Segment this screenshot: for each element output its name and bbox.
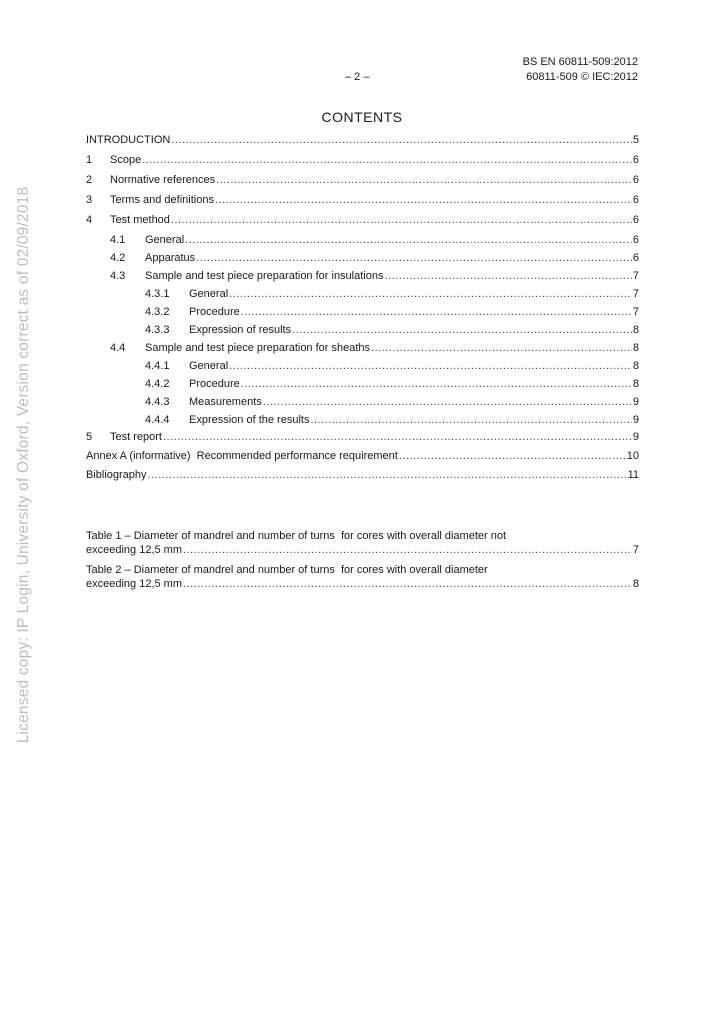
toc-page: 6 <box>632 214 639 226</box>
toc-page: 8 <box>632 324 639 336</box>
toc-label: Procedure <box>189 378 240 390</box>
toc-label: General <box>189 360 229 372</box>
toc-label: exceeding 12,5 mm <box>86 544 182 556</box>
table-2-caption[interactable]: Table 2 – Diameter of mandrel and number of turns for cores with overall diameter <box>86 564 488 576</box>
toc-entry-bibliography[interactable] <box>86 468 639 482</box>
toc-number: 4.4.1 <box>145 360 170 372</box>
toc-entry-terms-and-definitions[interactable] <box>86 193 639 207</box>
toc-entry-4-4-2[interactable] <box>86 377 639 391</box>
toc-entry-scope[interactable] <box>86 153 639 167</box>
toc-entry-table-1[interactable] <box>86 543 639 557</box>
toc-label: Sample and test piece preparation for insulations <box>145 270 384 282</box>
toc-entry-4-3-3[interactable] <box>86 323 639 337</box>
toc-label: Normative references <box>110 174 216 186</box>
toc-page: 6 <box>632 154 639 166</box>
toc-page: 7 <box>632 288 639 300</box>
toc-entry-4-2[interactable] <box>86 251 639 265</box>
toc-page: 11 <box>627 469 639 481</box>
toc-entry-4-3-2[interactable] <box>86 305 639 319</box>
toc-number: 3 <box>86 194 93 206</box>
toc-number: 4.3.3 <box>145 324 170 336</box>
toc-entry-4-3-1[interactable] <box>86 287 639 301</box>
toc-label: Procedure <box>189 306 240 318</box>
toc-page: 7 <box>632 544 639 556</box>
toc-label: Apparatus <box>145 252 196 264</box>
toc-number: 4.1 <box>110 234 126 246</box>
toc-page: 6 <box>632 194 639 206</box>
toc-page: 6 <box>632 234 639 246</box>
toc-entry-introduction[interactable] <box>86 133 639 147</box>
toc-number: 4.3.1 <box>145 288 170 300</box>
toc-number: 4.4.4 <box>145 414 170 426</box>
toc-label: Sample and test piece preparation for sheaths <box>145 342 371 354</box>
toc-number: 4.4.3 <box>145 396 170 408</box>
toc-label: Expression of the results <box>189 414 310 426</box>
toc-page: 8 <box>632 578 639 590</box>
toc-label: Bibliography <box>86 469 147 481</box>
toc-page: 6 <box>632 252 639 264</box>
toc-label: General <box>189 288 229 300</box>
toc-entry-4-4-4[interactable] <box>86 413 639 427</box>
toc-entry-table-2[interactable] <box>86 577 639 591</box>
toc-label: exceeding 12,5 mm <box>86 578 182 590</box>
toc-page: 9 <box>632 414 639 426</box>
toc-number: 4.4.2 <box>145 378 170 390</box>
toc-label: Annex A (informative) Recommended performance requirement <box>86 450 398 462</box>
toc-entry-normative-references[interactable] <box>86 173 639 187</box>
contents-title: CONTENTS <box>321 109 403 125</box>
toc-entry-4-3[interactable] <box>86 269 639 283</box>
toc-label: General <box>145 234 185 246</box>
toc-page: 8 <box>632 360 639 372</box>
page-number: – 2 – <box>345 71 370 83</box>
toc-page: 9 <box>632 396 639 408</box>
toc-page: 5 <box>632 134 639 146</box>
toc-label: Measurements <box>189 396 262 408</box>
toc-page: 9 <box>632 431 639 443</box>
toc-number: 4.4 <box>110 342 126 354</box>
toc-number: 4 <box>86 214 93 226</box>
toc-label: Test report <box>110 431 162 443</box>
toc-page: 8 <box>632 378 639 390</box>
toc-entry-4-4[interactable] <box>86 341 639 355</box>
toc-number: 4.3.2 <box>145 306 170 318</box>
toc-label: INTRODUCTION <box>86 134 171 146</box>
toc-entry-4-1[interactable] <box>86 233 639 247</box>
iec-reference: 60811-509 © IEC:2012 <box>526 71 638 83</box>
table-1-caption[interactable]: Table 1 – Diameter of mandrel and number of turns for cores with overall diameter not <box>86 530 507 542</box>
toc-number: 1 <box>86 154 93 166</box>
toc-number: 4.3 <box>110 270 126 282</box>
toc-page: 7 <box>632 270 639 282</box>
toc-label: Terms and definitions <box>110 194 214 206</box>
toc-label: Scope <box>110 154 142 166</box>
toc-entry-annex-a[interactable] <box>86 449 639 463</box>
toc-entry-4-4-1[interactable] <box>86 359 639 373</box>
toc-number: 4.2 <box>110 252 126 264</box>
toc-entry-test-method[interactable] <box>86 213 639 227</box>
toc-label: Expression of results <box>189 324 292 336</box>
license-watermark: Licensed copy: IP Login, University of Oxford, Version correct as of 02/09/2018 <box>15 186 32 744</box>
toc-number: 2 <box>86 174 93 186</box>
toc-number: 5 <box>86 431 93 443</box>
toc-page: 6 <box>632 174 639 186</box>
toc-entry-4-4-3[interactable] <box>86 395 639 409</box>
toc-entry-test-report[interactable] <box>86 430 639 444</box>
toc-page: 7 <box>632 306 639 318</box>
standard-number: BS EN 60811-509:2012 <box>522 56 638 68</box>
toc-page: 8 <box>632 342 639 354</box>
toc-label: Test method <box>110 214 170 226</box>
toc-page: 10 <box>626 450 639 462</box>
